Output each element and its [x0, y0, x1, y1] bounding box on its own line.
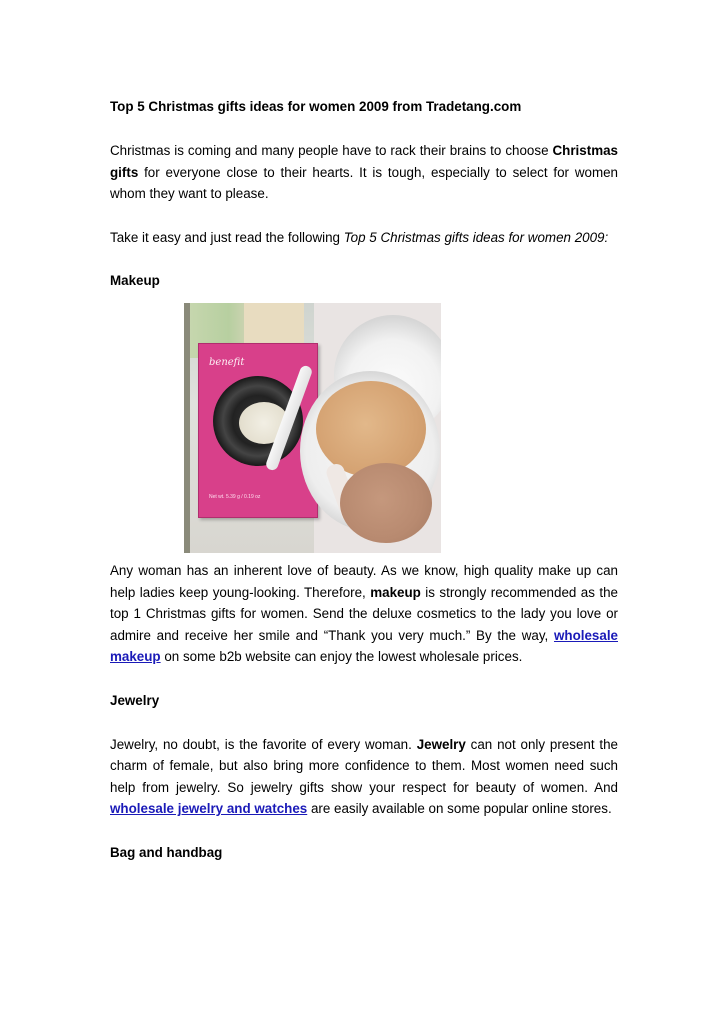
jewelry-bold: Jewelry	[416, 736, 466, 752]
intro-bold-christmas-gifts: Christmas gifts	[110, 143, 618, 180]
jewelry-paragraph	[110, 734, 618, 820]
powder-pan	[316, 381, 426, 477]
document-page	[110, 96, 618, 864]
wholesale-jewelry-link[interactable]: wholesale jewelry and watches	[110, 801, 308, 817]
intro-text-2: Take it easy and just read the following	[110, 229, 344, 245]
makeup-paragraph	[110, 560, 618, 668]
document-title: Top 5 Christmas gifts ideas for women 2009 from Tradetang.com	[110, 99, 522, 114]
jewelry-text-cont: can not only present the charm of female, but also bring more confidence to them. Most women need such help from jewelry. So jewelry gifts show your respect for beauty of women. And	[110, 736, 619, 795]
jewelry-text-end: are easily available on some popular online stores.	[307, 801, 612, 817]
makeup-text-end: on some b2b website can enjoy the lowest wholesale prices.	[160, 649, 523, 665]
makeup-photo	[184, 303, 441, 553]
makeup-bold: makeup	[370, 584, 421, 600]
section-heading-makeup: Makeup	[110, 273, 160, 289]
section-heading-bag: Bag and handbag	[110, 844, 223, 860]
jewelry-text: Jewelry, no doubt, is the favorite of every woman.	[110, 736, 417, 752]
intro-paragraph-1	[110, 140, 618, 205]
section-heading-jewelry: Jewelry	[110, 692, 160, 708]
box-small-print: Net wt. 5.39 g / 0.19 oz	[209, 493, 261, 500]
makeup-text: Any woman has an inherent love of beauty. As we know, high quality make up can help ladies keep young-looking. Therefore,	[110, 562, 618, 600]
intro-text-cont: for everyone close to their hearts. It is tough, especially to select for women whom they want to please.	[110, 164, 618, 202]
box-brand-label: benefit	[209, 356, 245, 368]
wholesale-makeup-link[interactable]: wholesale makeup	[110, 627, 618, 665]
makeup-text-cont: is strongly recommended as the top 1 Christmas gifts for women. Send the deluxe cosmetics to the lady you love or admire and receive her smile and “Thank you very much.” By the way,	[110, 584, 619, 643]
intro-paragraph-2	[110, 227, 618, 249]
sponge-puff	[340, 463, 432, 543]
intro-italic-title: Top 5 Christmas gifts ideas for women 2009:	[343, 229, 609, 245]
intro-text: Christmas is coming and many people have to rack their brains to choose	[110, 143, 553, 158]
